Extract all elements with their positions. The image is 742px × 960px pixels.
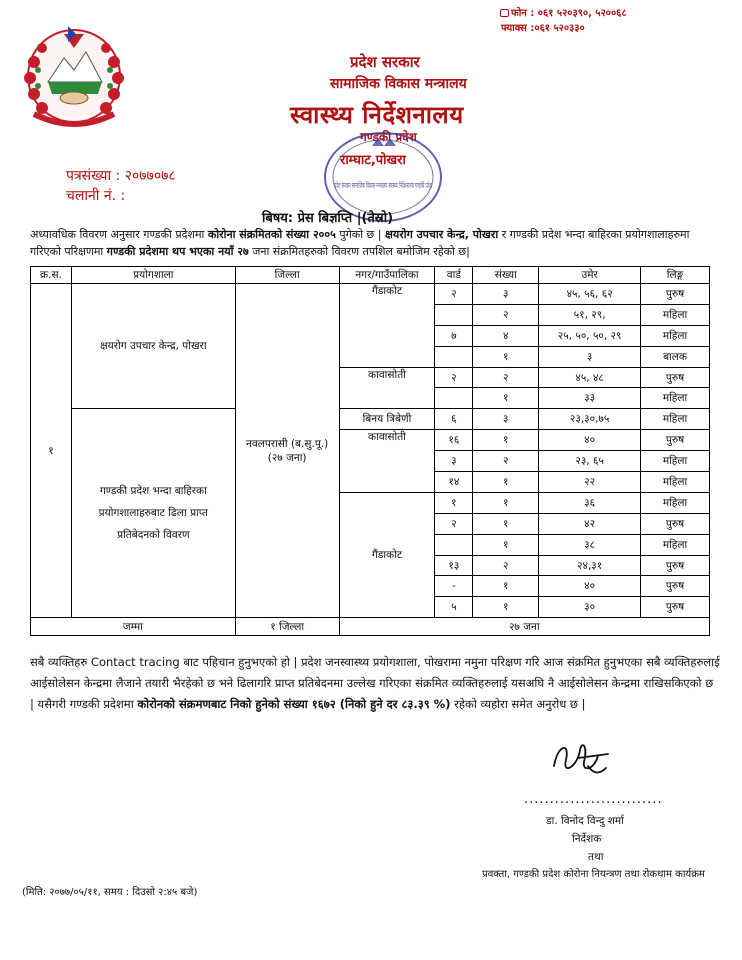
count-cell: ४ [473,325,539,346]
fax-number: फ्याक्स :०६१ ५२०३३० [501,23,585,34]
ward-cell: १ [435,492,473,513]
total-people: २७ जना [339,618,709,636]
gender-cell: महिला [641,388,710,409]
intro-paragraph [30,226,720,260]
col-header-lab: प्रयोगशाला [71,267,235,284]
svg-text:प्रदेश सरकार सामाजिक विकास मन्: प्रदेश सरकार सामाजिक विकास मन्त्रालय स्वास्थ्य निर्देशनालय गण्डकी प्रदेश [334,181,550,190]
signatory-name: डा. विनोद विन्दु शर्मा [546,815,624,827]
age-cell: ४० [539,576,641,597]
gender-cell: बालक [641,346,710,367]
gender-cell: महिला [641,472,710,493]
intro-text: अध्यावधिक विवरण अनुसार गण्डकी प्रदेशमा [30,228,208,241]
signatory-title: निर्देशक [572,833,602,845]
count-cell: १ [473,346,539,367]
header-government: प्रदेश सरकार [350,53,420,71]
total-districts: १ जिल्ला [235,618,339,636]
gender-cell: पुरुष [641,430,710,451]
ward-cell [435,388,473,409]
gender-cell: पुरुष [641,576,710,597]
age-cell: ३ [539,346,641,367]
count-cell: १ [473,472,539,493]
municipality-cell: गैंडाकोट [339,492,435,617]
case-table [30,266,710,636]
ward-cell: १६ [435,430,473,451]
count-cell: १ [473,430,539,451]
closing-text: सबै व्यक्तिहरु Contact tracing बाट पहिचान हुनुभएको हो | प्रदेश जनस्वास्थ्य प्रयोगशाला, पोखरामा नमुना परिक्षण गरि आज संक्रमित हुनुभएका सबै व्यक्तिहरुलाई आईसोलेसन केन्द्रमा लैजाने तयारी भैरहेको छ भने ढिलागरि प्राप्त प्रतिबेदनमा उल्लेख गरिएका संक्रमित व्यक्तिहरुलाई यसअघि नै आईसोलेसन केन्द्रमा राखिसकिएको छ | यसैगरी गण्डकी प्रदेशमा [30,655,720,711]
age-cell: ३३ [539,388,641,409]
age-cell: २५, ५०, ५०, २९ [539,325,641,346]
closing-text: रहेको व्यहोरा समेत अनुरोध छ | [450,697,586,711]
age-cell: ४२ [539,513,641,534]
total-label: जम्मा [31,618,236,636]
lab-name: गण्डकी प्रदेश भन्दा बाहिरका प्रयोगशालाहरुबाट ढिला प्राप्त प्रतिबेदनको विवरण [71,409,235,618]
recovery-stat: कोरोनको संक्रमणबाट निको हुनेको संख्या १६७२ (निको हुने दर ८३.३९ %) [137,697,451,711]
gender-cell: महिला [641,409,710,430]
count-cell: १ [473,513,539,534]
col-header-district: जिल्ला [235,267,339,284]
ward-cell: १३ [435,555,473,576]
phone-line [500,6,740,21]
table-row [31,409,710,430]
count-cell: १ [473,492,539,513]
reference-number: पत्रसंख्या : २०७७०७८ [66,168,176,184]
count-cell: २ [473,367,539,388]
count-cell: २ [473,304,539,325]
gender-cell: महिला [641,304,710,325]
intro-text: पुगेको छ | [335,228,385,241]
intro-bold-lab: क्षयरोग उपचार केन्द्र, पोखरा [384,228,499,241]
age-cell: ३० [539,597,641,618]
phone-icon [500,9,509,17]
gender-cell: पुरुष [641,513,710,534]
district-count: (२७ जना) [267,451,307,464]
age-cell: २३, ६५ [539,451,641,472]
table-row [31,284,710,305]
count-cell: २ [473,555,539,576]
ward-cell: १४ [435,472,473,493]
ward-cell: २ [435,513,473,534]
gender-cell: पुरुष [641,367,710,388]
signatory-role: प्रवक्ता, गण्डकी प्रदेश कोरोना नियन्त्रण तथा रोकथाम कार्यक्रम [482,869,705,880]
ward-cell: २ [435,367,473,388]
count-cell: १ [473,534,539,555]
col-header-municipality: नगर/गाउँपालिका [339,267,435,284]
age-cell: २३,३०,७५ [539,409,641,430]
age-cell: ४५, ४८ [539,367,641,388]
lab-name: क्षयरोग उपचार केन्द्र, पोखरा [71,284,235,409]
ward-cell: ३ [435,451,473,472]
signatory-conjunction: तथा [588,851,604,863]
ward-cell [435,534,473,555]
gender-cell: महिला [641,451,710,472]
contact-block [500,6,740,36]
col-header-ward: वार्ड [435,267,473,284]
count-cell: १ [473,388,539,409]
signature-mark [548,736,610,784]
header-directorate: स्वास्थ्य निर्देशनालय [290,101,464,129]
ward-cell: - [435,576,473,597]
serial-number: १ [31,284,72,618]
date-note: (मिति: २०७७/०५/११, समय : दिउसो २:४५ बजे) [22,887,198,898]
svg-text:नेपाल सरकार: नेपाल सरकार [59,115,89,122]
col-header-sn: क्र.स. [31,267,72,284]
closing-paragraph [30,652,720,715]
age-cell: २२ [539,472,641,493]
gender-cell: महिला [641,325,710,346]
municipality-cell: कावासोती [339,367,435,409]
gender-cell: पुरुष [641,555,710,576]
age-cell: ३६ [539,492,641,513]
age-cell: २४,३१ [539,555,641,576]
municipality-cell: गैंडाकोट [339,284,435,368]
fax-line [500,21,740,36]
header-ministry: सामाजिक विकास मन्त्रालय [330,76,467,92]
ward-cell: २ [435,284,473,305]
count-cell: १ [473,576,539,597]
table-header-row [31,267,710,284]
age-cell: ३८ [539,534,641,555]
gender-cell: महिला [641,534,710,555]
ward-cell: ५ [435,597,473,618]
table-total-row [31,618,710,636]
municipality-cell: कावासोती [339,430,435,493]
phone-number: फोन : ०६१ ५२०३९०, ५२००६८ [511,8,627,19]
subject-line: बिषय: प्रेस बिज्ञप्ति |(तेस्रो) [262,211,394,226]
ward-cell [435,346,473,367]
ward-cell [435,304,473,325]
header-province: गण्डकी प्रदेश [360,130,417,144]
district-name: नवलपरासी (ब.सु.पू.) [246,437,329,450]
intro-text: जना संक्रमितहरुको विवरण तपशिल बमोजिम रहेको छ| [248,245,470,258]
gender-cell: पुरुष [641,597,710,618]
district-cell [235,284,339,618]
gender-cell: पुरुष [641,284,710,305]
count-cell: १ [473,597,539,618]
age-cell: ४५, ५६, ६२ [539,284,641,305]
age-cell: ४० [539,430,641,451]
header-address: राम्घाट,पोखरा [340,153,406,168]
col-header-gender: लिङ्ग [641,267,710,284]
ward-cell: ७ [435,325,473,346]
signature-line: ........................... [524,792,663,807]
intro-bold-new: गण्डकी प्रदेशमा थप भएका नयाँ २७ [106,245,249,258]
col-header-age: उमेर [539,267,641,284]
municipality-cell: बिनय त्रिबेणी [339,409,435,430]
col-header-count: संख्या [473,267,539,284]
gender-cell: महिला [641,492,710,513]
age-cell: ५१, २९, [539,304,641,325]
dispatch-number: चलानी नं. : [66,188,126,204]
count-cell: २ [473,451,539,472]
nepal-emblem [20,22,128,130]
ward-cell: ६ [435,409,473,430]
intro-bold-total: कोरोना संक्रमितको संख्या २००५ [207,228,336,241]
count-cell: ३ [473,284,539,305]
count-cell: ३ [473,409,539,430]
intro-text: र गण्डकी प्रदेश भन्दा बाहिरका प्रयोगशालाहरुमा गरिएको परिक्षणमा [30,228,690,258]
